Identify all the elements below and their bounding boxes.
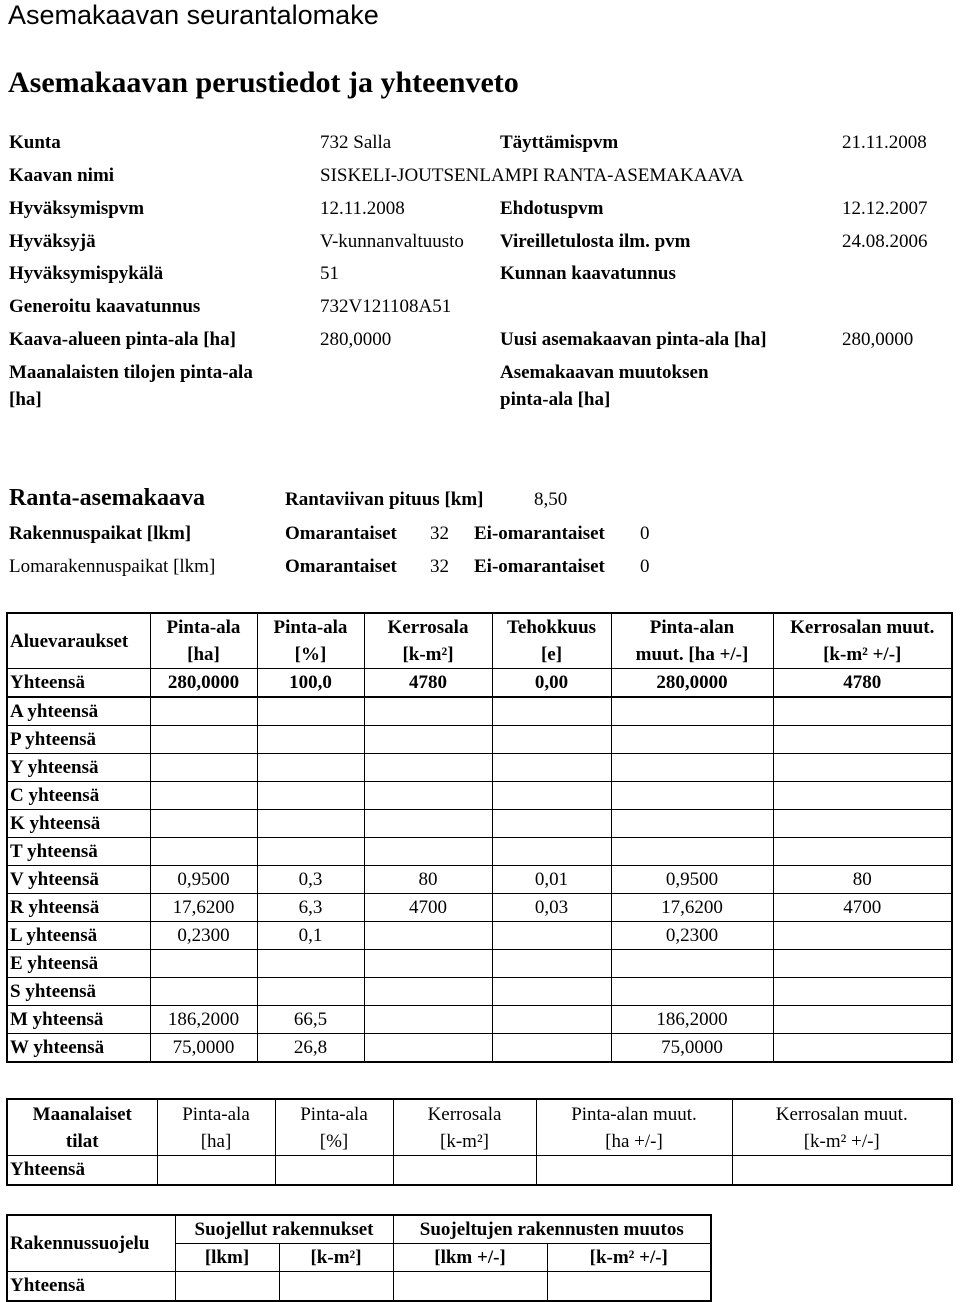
maanalaiset-header [7,1099,157,1156]
tayttamispvm-label: Täyttämispvm [500,132,619,153]
row-label: M yhteensä [7,1006,150,1034]
table-cell: 4780 [773,669,952,698]
kerrosala-header [364,613,492,669]
table-cell: 4780 [364,669,492,698]
table-cell: 0,2300 [150,922,257,950]
table-cell [547,1272,711,1302]
rakennuspaikat-label: Rakennuspaikat [lkm] [9,523,192,544]
table-cell: 0,03 [492,894,611,922]
rantaviiva-label: Rantaviivan pituus [km] [285,489,484,510]
table-cell: 0,01 [492,866,611,894]
table-cell [611,978,773,1006]
table-cell [150,697,257,726]
table-row [7,922,952,950]
table-cell [364,838,492,866]
hyvaksymispvm-value: 12.11.2008 [320,198,405,219]
hyvaksymispykala-label: Hyväksymispykälä [9,263,164,284]
table-row [7,838,952,866]
maanalaiset-label-unit: [ha] [9,389,42,410]
table-cell: 17,6200 [150,894,257,922]
header-line-1: Kerrosala [387,617,469,638]
table-row [7,1272,711,1302]
header-line-2: [k-m² +/-] [823,644,902,665]
header-line-1: Pinta-alan [649,617,735,638]
table-row [7,1156,952,1186]
header-line-2: [%] [294,644,327,665]
kunta-value: 732 Salla [320,132,392,153]
table-cell [773,810,952,838]
table-cell [492,950,611,978]
ehdotuspvm-value: 12.12.2007 [842,198,928,219]
table-row [7,810,952,838]
table-cell: 0,3 [257,866,364,894]
lkm-header: [lkm] [175,1244,279,1272]
table-cell: 75,0000 [611,1034,773,1063]
table-cell [364,754,492,782]
uusi-pinta-ala-value: 280,0000 [842,329,914,350]
table-row [7,754,952,782]
header-line-2: [k-m² +/-] [803,1130,880,1152]
table-cell [611,838,773,866]
table-cell: 4700 [773,894,952,922]
table-cell [492,922,611,950]
table-cell [773,697,952,726]
table-cell [611,726,773,754]
table-cell [364,922,492,950]
pinta-ala-pct-header [257,613,364,669]
table-cell [773,922,952,950]
table-cell: 26,8 [257,1034,364,1063]
suojeltujen-muutos-header: Suojeltujen rakennusten muutos [393,1215,711,1244]
row-label: S yhteensä [7,978,150,1006]
table-cell [364,810,492,838]
maanalaiset-tilat-table [6,1098,953,1186]
table-cell: 0,1 [257,922,364,950]
table-cell [150,810,257,838]
lomarakennuspaikat-label: Lomarakennuspaikat [lkm] [9,556,216,577]
table-cell [773,1034,952,1063]
table-cell [773,754,952,782]
row-label: Yhteensä [7,1156,157,1186]
hyvaksymispykala-value: 51 [320,263,339,284]
header-line-2: [ha] [187,644,220,665]
kunnan-kaavatunnus-label: Kunnan kaavatunnus [500,263,676,284]
table-cell [364,697,492,726]
row-label: V yhteensä [7,866,150,894]
header-line-2: [ha +/-] [605,1130,663,1152]
table-cell [492,754,611,782]
table-cell [732,1156,952,1186]
pinta-alan-muutos-header [611,613,773,669]
table-row [7,1034,952,1063]
aluevaraukset-header [7,613,150,669]
table-cell [257,838,364,866]
header-line-2: [k-m²] [402,644,454,665]
rak-ei-omarantaiset-label: Ei-omarantaiset [474,523,605,544]
table-cell: 0,9500 [150,866,257,894]
row-label: A yhteensä [7,697,150,726]
table-cell [364,978,492,1006]
table-row [7,782,952,810]
table-cell [275,1156,393,1186]
table-cell [492,810,611,838]
hyvaksyja-value: V-kunnanvaltuusto [320,231,464,252]
muutos-label-unit: pinta-ala [ha] [500,389,611,410]
table-cell [492,1034,611,1063]
table-cell [611,697,773,726]
table-cell [611,950,773,978]
table-row [7,669,952,698]
header-line-1: Kerrosalan muut. [775,1103,908,1125]
suojellut-rakennukset-header: Suojellut rakennukset [175,1215,393,1244]
loma-ei-omarantaiset-label: Ei-omarantaiset [474,556,605,577]
table-cell [492,726,611,754]
km2-muutos-header: [k-m² +/-] [547,1244,711,1272]
table-cell [150,782,257,810]
pinta-alan-muutos-header [536,1099,732,1156]
table-row [7,894,952,922]
kaavan-nimi-value: SISKELI-JOUTSENLAMPI RANTA-ASEMAKAAVA [320,165,744,186]
maanalaiset-header-row [7,1099,952,1156]
header-line-1: Aluevaraukset [10,630,129,652]
aluevaraukset-header-row [7,613,952,669]
table-cell [257,697,364,726]
rantaviiva-value: 8,50 [534,489,568,510]
kerrosalan-muutos-header [732,1099,952,1156]
row-label: T yhteensä [7,838,150,866]
maanalaiset-label: Maanalaisten tilojen pinta-ala [9,362,253,383]
table-row [7,1006,952,1034]
table-cell [773,978,952,1006]
table-cell: 100,0 [257,669,364,698]
loma-omarantaiset-label: Omarantaiset [285,556,397,577]
table-row [7,726,952,754]
ehdotuspvm-label: Ehdotuspvm [500,198,604,219]
rakennussuojelu-header: Rakennussuojelu [7,1215,175,1272]
rakennussuojelu-table [6,1214,712,1302]
vireilletulo-label: Vireilletulosta ilm. pvm [500,231,691,252]
header-line-1: Tehokkuus [506,617,597,638]
table-cell [611,782,773,810]
suojelu-header-row [7,1215,711,1244]
generoitu-kaavatunnus-label: Generoitu kaavatunnus [9,296,201,317]
table-cell [492,1006,611,1034]
table-cell: 80 [364,866,492,894]
table-cell [492,697,611,726]
row-label: C yhteensä [7,782,150,810]
table-cell [536,1156,732,1186]
header-line-1: Pinta-ala [182,1103,250,1125]
kaava-alue-label: Kaava-alueen pinta-ala [ha] [9,329,236,350]
table-cell [364,726,492,754]
tehokkuus-header [492,613,611,669]
kunta-label: Kunta [9,132,61,153]
pinta-ala-ha-header [157,1099,275,1156]
table-row [7,697,952,726]
table-cell [150,754,257,782]
header-line-2: [%] [319,1130,349,1152]
header-line-1: Kerrosalan muut. [790,617,935,638]
header-line-1: Maanalaiset [32,1103,132,1125]
table-cell: 66,5 [257,1006,364,1034]
pinta-ala-pct-header [275,1099,393,1156]
uusi-pinta-ala-label: Uusi asemakaavan pinta-ala [ha] [500,329,767,350]
table-cell [773,1006,952,1034]
header-line-1: Pinta-ala [166,617,241,638]
table-row [7,950,952,978]
table-cell [492,782,611,810]
tayttamispvm-value: 21.11.2008 [842,132,927,153]
table-cell: 280,0000 [611,669,773,698]
table-cell [150,726,257,754]
header-line-1: Kerrosala [427,1103,502,1125]
table-cell [257,726,364,754]
row-label: P yhteensä [7,726,150,754]
row-label: L yhteensä [7,922,150,950]
table-cell [773,950,952,978]
row-label: W yhteensä [7,1034,150,1063]
table-cell [157,1156,275,1186]
table-cell: 4700 [364,894,492,922]
table-cell [773,782,952,810]
table-cell: 280,0000 [150,669,257,698]
pinta-ala-ha-header [150,613,257,669]
row-label: R yhteensä [7,894,150,922]
table-cell [150,950,257,978]
table-row [7,978,952,1006]
header-line-2: [k-m²] [440,1130,489,1152]
lkm-muutos-header: [lkm +/-] [393,1244,547,1272]
table-cell: 80 [773,866,952,894]
aluevaraukset-table [6,612,953,1063]
table-cell: 186,2000 [150,1006,257,1034]
kerrosala-header [393,1099,536,1156]
ranta-title: Ranta-asemakaava [9,485,205,511]
table-cell [492,978,611,1006]
table-cell [364,950,492,978]
header-line-1: Pinta-ala [300,1103,368,1125]
header-line-1: Pinta-ala [273,617,348,638]
table-cell [364,782,492,810]
document-title: Asemakaavan seurantalomake [8,0,379,30]
header-line-2: muut. [ha +/-] [635,644,749,665]
table-cell [257,782,364,810]
rak-omarantaiset-value: 32 [430,523,449,544]
table-cell [393,1156,536,1186]
table-cell [364,1006,492,1034]
kaava-alue-value: 280,0000 [320,329,392,350]
rak-ei-omarantaiset-value: 0 [640,523,650,544]
row-label: Yhteensä [7,669,150,698]
table-cell [257,754,364,782]
header-line-2: tilat [65,1130,99,1152]
table-cell [492,838,611,866]
table-cell [611,810,773,838]
loma-omarantaiset-value: 32 [430,556,449,577]
row-label: K yhteensä [7,810,150,838]
header-line-2: [e] [540,644,563,665]
table-cell [257,950,364,978]
table-cell: 6,3 [257,894,364,922]
table-cell: 0,9500 [611,866,773,894]
table-cell: 75,0000 [150,1034,257,1063]
row-label: E yhteensä [7,950,150,978]
row-label: Y yhteensä [7,754,150,782]
hyvaksymispvm-label: Hyväksymispvm [9,198,145,219]
header-line-2: [ha] [200,1130,232,1152]
table-cell: 17,6200 [611,894,773,922]
table-cell [773,838,952,866]
table-cell [773,726,952,754]
kerrosalan-muutos-header [773,613,952,669]
km2-header: [k-m²] [279,1244,393,1272]
table-cell [150,978,257,1006]
loma-ei-omarantaiset-value: 0 [640,556,650,577]
table-cell [175,1272,279,1302]
table-cell [364,1034,492,1063]
table-cell [279,1272,393,1302]
table-cell [257,978,364,1006]
table-cell: 0,00 [492,669,611,698]
table-row [7,866,952,894]
table-cell [611,754,773,782]
hyvaksyja-label: Hyväksyjä [9,231,96,252]
rak-omarantaiset-label: Omarantaiset [285,523,397,544]
muutos-label: Asemakaavan muutoksen [500,362,709,383]
kaavan-nimi-label: Kaavan nimi [9,165,115,186]
generoitu-kaavatunnus-value: 732V121108A51 [320,296,452,317]
header-line-1: Pinta-alan muut. [571,1103,697,1125]
table-cell [393,1272,547,1302]
table-cell [257,810,364,838]
vireilletulo-value: 24.08.2006 [842,231,928,252]
table-cell: 0,2300 [611,922,773,950]
table-cell [150,838,257,866]
row-label: Yhteensä [7,1272,175,1302]
section-heading: Asemakaavan perustiedot ja yhteenveto [8,66,519,99]
table-cell: 186,2000 [611,1006,773,1034]
